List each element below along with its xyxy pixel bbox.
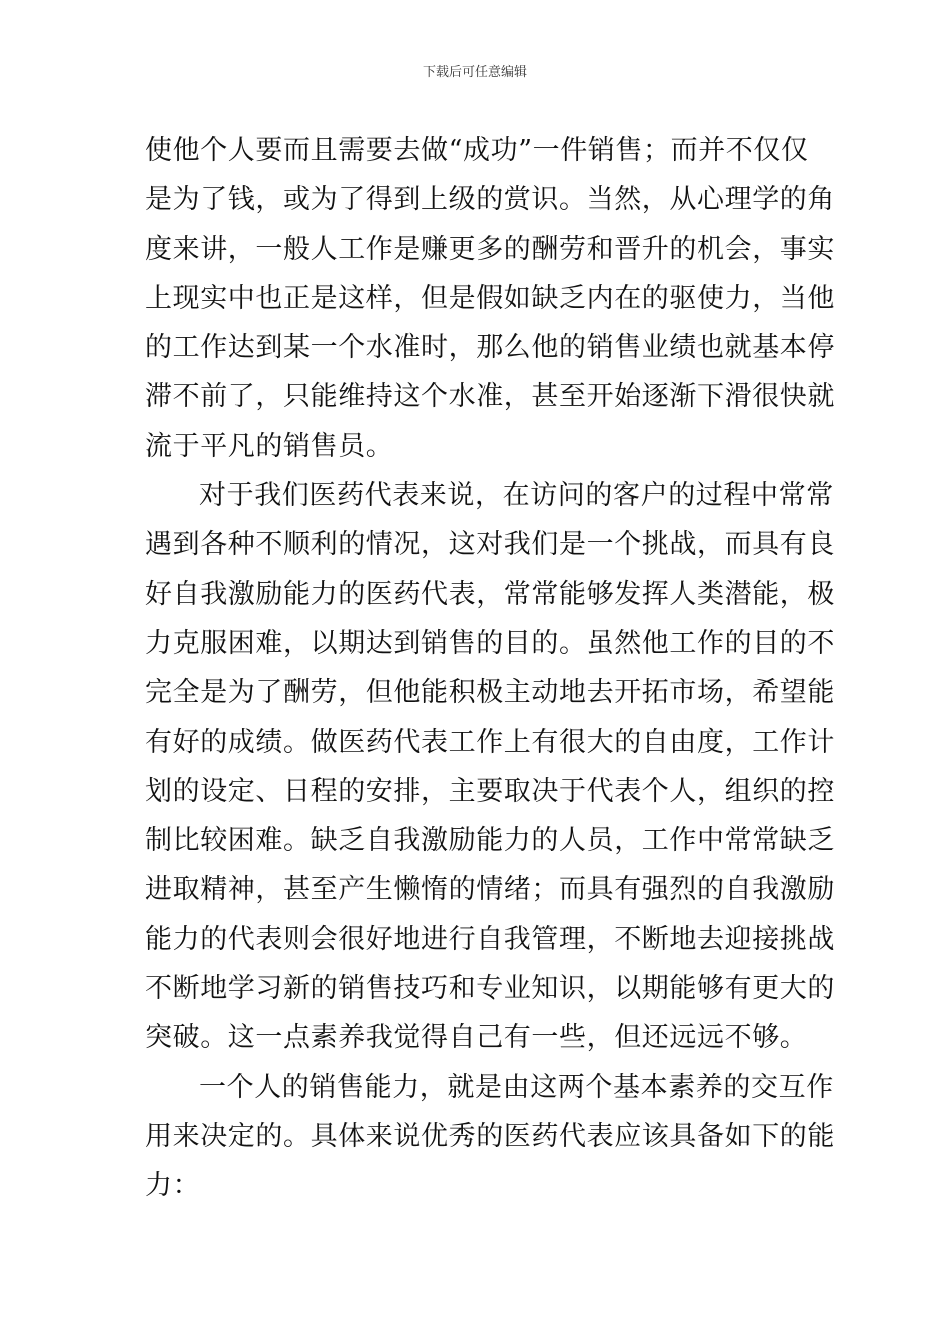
paragraph-first-line: 对于我们医药代表来说，在访问的客户的过程中常常 (199, 480, 834, 512)
paragraph-first-line: 一个人的销售能力，就是由这两个基本素养的交互作 (199, 1071, 834, 1103)
text-line: 流于平凡的销售员。 (145, 430, 394, 462)
text-line: 进取精神，甚至产生懒惰的情绪；而具有强烈的自我激励 (145, 874, 835, 906)
text-line: 不断地学习新的销售技巧和专业知识，以期能够有更大的 (145, 973, 835, 1005)
text-line: 有好的成绩。做医药代表工作上有很大的自由度，工作计 (145, 726, 835, 758)
text-line: 使他个人要而且需要去做“成功”一件销售；而并不仅仅 (145, 135, 809, 166)
text-line: 是为了钱，或为了得到上级的赏识。当然，从心理学的角 (145, 184, 835, 216)
text-line: 力： (145, 1170, 201, 1202)
text-line: 划的设定、日程的安排，主要取决于代表个人，组织的控 (145, 775, 835, 807)
text-line: 滞不前了，只能维持这个水准，甚至开始逐渐下滑很快就 (145, 381, 835, 413)
text-line: 用来决定的。具体来说优秀的医药代表应该具备如下的能 (145, 1120, 835, 1152)
document-body (145, 126, 835, 1211)
text-line: 的工作达到某一个水准时，那么他的销售业绩也就基本停 (145, 332, 835, 364)
text-line: 制比较困难。缺乏自我激励能力的人员，工作中常常缺乏 (145, 825, 835, 857)
text-line: 能力的代表则会很好地进行自我管理，不断地去迎接挑战 (145, 923, 835, 955)
text-line: 力克服困难，以期达到销售的目的。虽然他工作的目的不 (145, 627, 835, 659)
text-line: 突破。这一点素养我觉得自己有一些，但还远远不够。 (145, 1022, 808, 1054)
text-line: 好自我激励能力的医药代表，常常能够发挥人类潜能，极 (145, 578, 835, 610)
text-line: 度来讲，一般人工作是赚更多的酬劳和晋升的机会，事实 (145, 233, 835, 265)
text-line: 遇到各种不顺利的情况，这对我们是一个挑战，而具有良 (145, 529, 835, 561)
page-header: 下载后可任意编辑 (422, 65, 527, 80)
text-line: 完全是为了酬劳，但他能积极主动地去开拓市场，希望能 (145, 677, 835, 709)
text-line: 上现实中也正是这样，但是假如缺乏内在的驱使力，当他 (145, 282, 835, 314)
